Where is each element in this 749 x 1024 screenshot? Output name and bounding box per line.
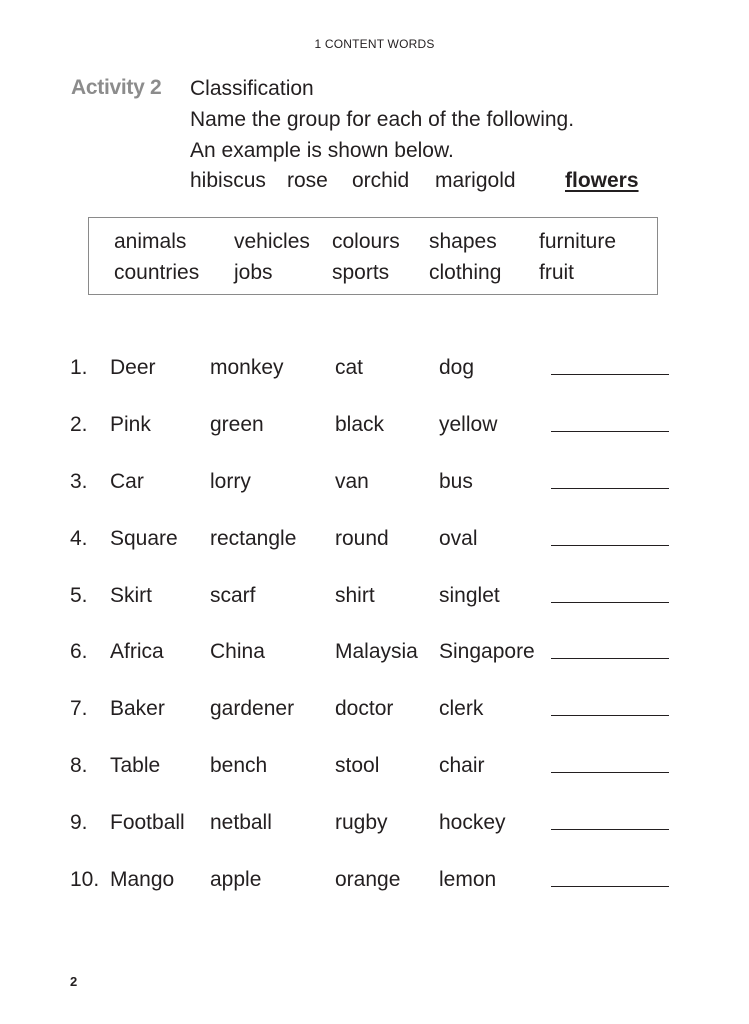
question-word: gardener [210,697,295,720]
question-word: bench [210,754,268,777]
answer-blank[interactable] [551,545,669,546]
question-word: Singapore [439,640,535,663]
question-number: 2. [70,413,88,436]
question-word: Car [110,470,144,493]
question-row [0,470,749,500]
answer-blank[interactable] [551,658,669,659]
question-word: apple [210,868,262,891]
question-word: doctor [335,697,394,720]
question-number: 3. [70,470,88,493]
example-word: hibiscus [190,169,266,192]
answer-blank[interactable] [551,829,669,830]
question-number: 8. [70,754,88,777]
question-number: 1. [70,356,88,379]
answer-blank[interactable] [551,772,669,773]
question-word: lorry [210,470,251,493]
question-row [0,584,749,614]
question-number: 4. [70,527,88,550]
example-word: marigold [435,169,516,192]
question-word: black [335,413,385,436]
question-word: van [335,470,369,493]
question-word: cat [335,356,364,379]
page-number: 2 [70,974,78,989]
question-number: 6. [70,640,88,663]
question-word: lemon [439,868,497,891]
question-word: rugby [335,811,388,834]
word-bank-item: shapes [429,230,497,253]
question-row [0,868,749,898]
word-bank-item: clothing [429,261,502,284]
answer-blank[interactable] [551,715,669,716]
page-header: 1 CONTENT WORDS [314,37,435,51]
word-bank-item: sports [332,261,390,284]
example-answer: flowers [565,169,639,192]
question-word: Pink [110,413,151,436]
question-word: scarf [210,584,256,607]
word-bank-item: fruit [539,261,575,284]
example-word: orchid [352,169,410,192]
question-word: orange [335,868,401,891]
answer-blank[interactable] [551,488,669,489]
question-number: 10. [70,868,100,891]
question-number: 9. [70,811,88,834]
word-bank-item: vehicles [234,230,310,253]
question-word: Football [110,811,185,834]
question-row [0,527,749,557]
answer-blank[interactable] [551,602,669,603]
answer-blank[interactable] [551,374,669,375]
question-word: Baker [110,697,165,720]
question-number: 7. [70,697,88,720]
question-word: China [210,640,265,663]
activity-label: Activity 2 [71,76,162,99]
question-word: Square [110,527,178,550]
question-row [0,811,749,841]
example-intro: An example is shown below. [190,139,454,162]
question-word: rectangle [210,527,297,550]
question-word: oval [439,527,478,550]
question-row [0,754,749,784]
question-word: Africa [110,640,164,663]
activity-title: Classification [190,77,314,100]
question-row [0,413,749,443]
question-word: chair [439,754,485,777]
question-word: stool [335,754,380,777]
question-word: hockey [439,811,506,834]
question-word: singlet [439,584,500,607]
word-bank-box [88,217,658,295]
answer-blank[interactable] [551,886,669,887]
question-word: Skirt [110,584,152,607]
question-word: clerk [439,697,484,720]
question-word: monkey [210,356,284,379]
word-bank-item: jobs [234,261,273,284]
question-word: shirt [335,584,375,607]
question-word: bus [439,470,473,493]
question-row [0,640,749,670]
question-word: netball [210,811,272,834]
question-word: green [210,413,264,436]
instruction-text: Name the group for each of the following. [190,108,575,131]
question-word: Table [110,754,161,777]
example-word: rose [287,169,328,192]
question-row [0,356,749,386]
question-word: yellow [439,413,498,436]
question-word: Deer [110,356,156,379]
question-word: dog [439,356,475,379]
question-word: round [335,527,389,550]
word-bank-item: colours [332,230,400,253]
word-bank-item: countries [114,261,200,284]
answer-blank[interactable] [551,431,669,432]
question-word: Mango [110,868,175,891]
word-bank-item: furniture [539,230,617,253]
question-row [0,697,749,727]
question-word: Malaysia [335,640,418,663]
question-number: 5. [70,584,88,607]
word-bank-item: animals [114,230,187,253]
